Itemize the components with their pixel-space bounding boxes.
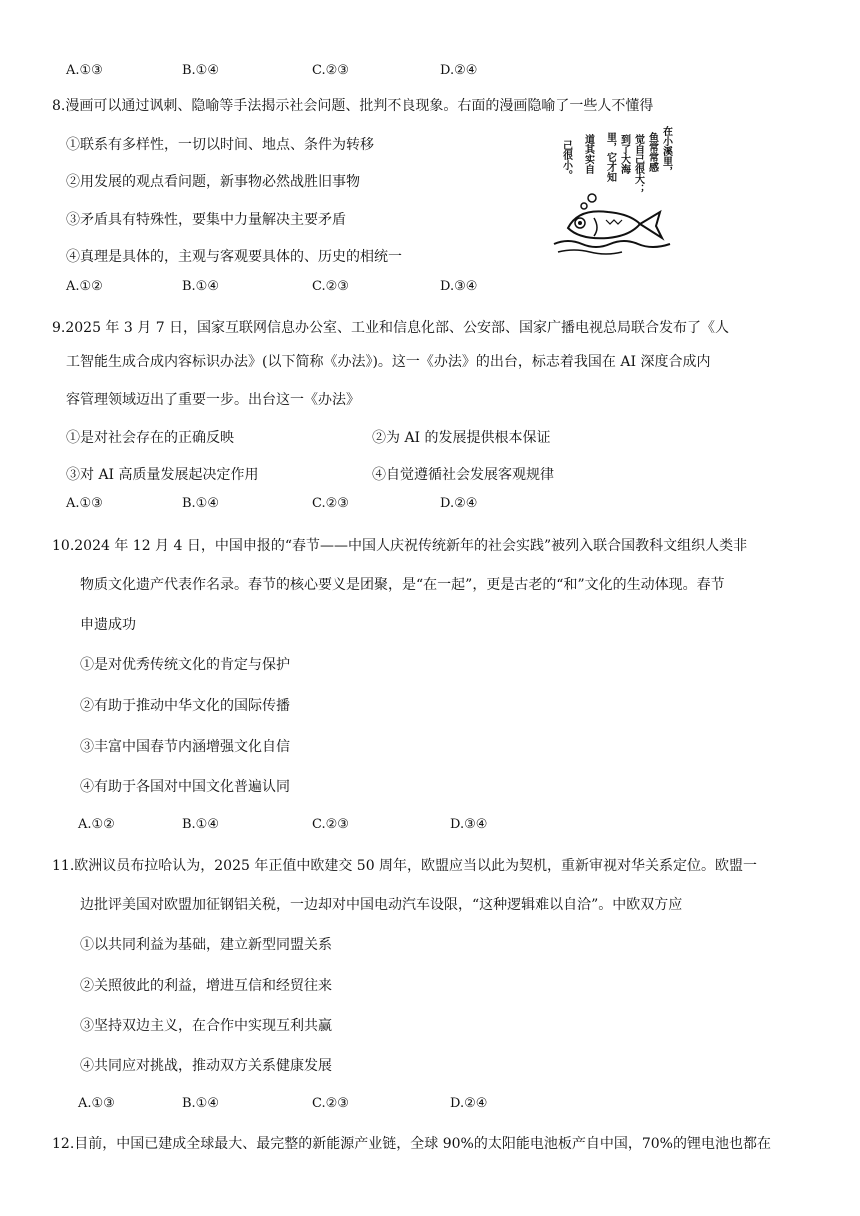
q9-option-b: B.①④ <box>182 496 219 511</box>
cartoon-text-col-7: 己很小。 <box>560 140 572 180</box>
q9-option-a: A.①③ <box>66 496 103 511</box>
cartoon-text-col-4: 到了大海 <box>618 134 630 174</box>
q10-option-c: C.②③ <box>312 817 349 832</box>
q11-stem-line-1: 11.欧洲议员布拉哈认为，2025 年正值中欧建交 50 周年，欧盟应当以此为契机，重新审视对华关系定位。欧盟一 <box>52 858 758 874</box>
q8-item-2: ②用发展的观点看问题，新事物必然战胜旧事物 <box>66 174 360 190</box>
q8-item-3: ③矛盾具有特殊性，要集中力量解决主要矛盾 <box>66 212 346 228</box>
q9-item-2: ②为 AI 的发展提供根本保证 <box>372 430 551 446</box>
q10-item-4: ④有助于各国对中国文化普遍认同 <box>80 779 290 795</box>
q11-option-a: A.①③ <box>78 1096 115 1111</box>
q11-option-d: D.②④ <box>450 1096 488 1111</box>
q9-stem-line-1: 9.2025 年 3 月 7 日，国家互联网信息办公室、工业和信息化部、公安部、国家广播电视总局联合发布了《人 <box>52 320 730 336</box>
cartoon-text-col-6: 道其实自 <box>582 134 594 174</box>
q8-option-a: A.①② <box>66 279 103 294</box>
q7-option-c: C.②③ <box>312 63 349 78</box>
q8-option-b: B.①④ <box>182 279 219 294</box>
q7-option-a: A.①③ <box>66 63 103 78</box>
q11-item-1: ①以共同利益为基础，建立新型同盟关系 <box>80 937 332 953</box>
q11-item-2: ②关照彼此的利益，增进互信和经贸往来 <box>80 978 332 994</box>
q10-item-3: ③丰富中国春节内涵增强文化自信 <box>80 739 290 755</box>
q9-option-d: D.②④ <box>440 496 478 511</box>
cartoon-text-col-1: 在小溪里， <box>660 126 672 176</box>
fish-cartoon-drawing <box>548 120 678 260</box>
q9-item-1: ①是对社会存在的正确反映 <box>66 430 234 446</box>
q10-option-a: A.①② <box>78 817 115 832</box>
q11-item-4: ④共同应对挑战，推动双方关系健康发展 <box>80 1058 332 1074</box>
q10-option-b: B.①④ <box>182 817 219 832</box>
q9-stem-line-3: 容管理领域迈出了重要一步。出台这一《办法》 <box>66 392 360 408</box>
q9-stem-line-2: 工智能生成合成内容标识办法》(以下简称《办法》)。这一《办法》的出台，标志着我国在 AI 深度合成内 <box>66 354 711 370</box>
q10-item-1: ①是对优秀传统文化的肯定与保护 <box>80 657 290 673</box>
q7-option-d: D.②④ <box>440 63 478 78</box>
q9-item-4: ④自觉遵循社会发展客观规律 <box>372 467 554 483</box>
q8-item-4: ④真理是具体的，主观与客观要具体的、历史的相统一 <box>66 249 402 265</box>
q8-item-1: ①联系有多样性，一切以时间、地点、条件为转移 <box>66 137 374 153</box>
q7-option-b: B.①④ <box>182 63 219 78</box>
q10-stem-line-2: 物质文化遗产代表作名录。春节的核心要义是团聚，是“在一起”，更是古老的“和”文化的生动体现。春节 <box>80 577 725 593</box>
q10-item-2: ②有助于推动中华文化的国际传播 <box>80 698 290 714</box>
q10-option-d: D.③④ <box>450 817 488 832</box>
cartoon-text-col-2: 鱼常常感 <box>646 132 658 172</box>
q11-option-c: C.②③ <box>312 1096 349 1111</box>
q8-option-d: D.③④ <box>440 279 478 294</box>
q9-option-c: C.②③ <box>312 496 349 511</box>
q12-stem: 12.目前，中国已建成全球最大、最完整的新能源产业链，全球 90%的太阳能电池板产自中国，70%的锂电池也都在 <box>52 1136 771 1152</box>
q9-item-3: ③对 AI 高质量发展起决定作用 <box>66 467 259 483</box>
q11-option-b: B.①④ <box>182 1096 219 1111</box>
q10-stem-line-3: 申遗成功 <box>80 617 136 633</box>
q10-stem-line-1: 10.2024 年 12 月 4 日，中国申报的“春节——中国人庆祝传统新年的社会实践”被列入联合国教科文组织人类非 <box>52 538 748 554</box>
fish-cartoon <box>548 120 678 260</box>
cartoon-text-col-5: 里，它才知 <box>604 132 616 182</box>
q11-item-3: ③坚持双边主义，在合作中实现互利共赢 <box>80 1018 332 1034</box>
q8-stem: 8.漫画可以通过讽刺、隐喻等手法揭示社会问题、批判不良现象。右面的漫画隐喻了一些人不懂得 <box>52 98 654 114</box>
q8-option-c: C.②③ <box>312 279 349 294</box>
cartoon-text-col-3: 觉自己很大； <box>632 134 644 194</box>
q11-stem-line-2: 边批评美国对欧盟加征钢铝关税，一边却对中国电动汽车设限，“这种逻辑难以自洽”。中欧双方应 <box>80 897 683 913</box>
